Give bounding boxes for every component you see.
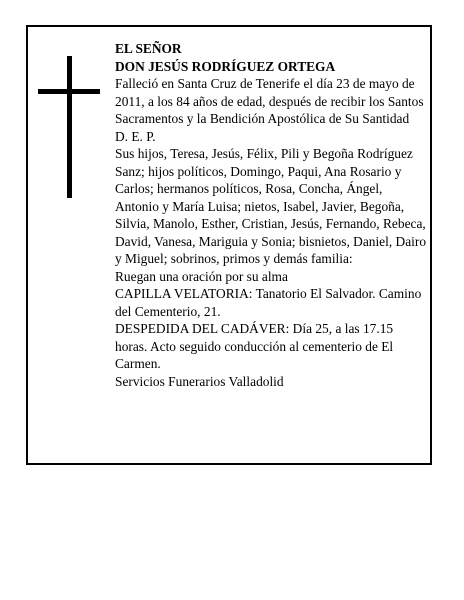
- family-paragraph: Sus hijos, Teresa, Jesús, Félix, Pili y Begoña Rodríguez Sanz; hijos políticos, Domingo, Paqui, Ana Rosario y Carlos; hermanos políticos, Rosa, Concha, Ángel, Antonio y María Luisa; nietos, Isabel, Javier, Begoña, Silvia, Manolo, Esther, Cristian, Jesús, Fernando, Rebeca, David, Vanesa, Mariguia y Sonia; bisnietos, Daniel, Dairo y Miguel; sobrinos, primos y demás familia:: [115, 146, 427, 266]
- cross-vertical-bar: [67, 56, 72, 198]
- cross-icon: [38, 56, 100, 198]
- rip-line: D. E. P.: [115, 128, 156, 144]
- obituary-text: [115, 40, 427, 390]
- title-line-2: DON JESÚS RODRÍGUEZ ORTEGA: [115, 58, 336, 74]
- title-line-1: EL SEÑOR: [115, 41, 182, 56]
- funeral-services: Servicios Funerarios Valladolid: [115, 373, 284, 389]
- cross-horizontal-bar: [38, 89, 100, 94]
- wake-chapel-info: CAPILLA VELATORIA: Tanatorio El Salvador. Camino del Cementerio, 21.: [115, 286, 422, 319]
- prayer-request: Ruegan una oración por su alma: [115, 268, 288, 284]
- obituary-notice-frame: [26, 25, 432, 465]
- death-paragraph: Falleció en Santa Cruz de Tenerife el día 23 de mayo de 2011, a los 84 años de edad, después de recibir los Santos Sacramentos y la Bendición Apostólica de Su Santidad: [115, 76, 424, 126]
- funeral-departure-info: DESPEDIDA DEL CADÁVER: Día 25, a las 17.15 horas. Acto seguido conducción al cementerio de El Carmen.: [115, 321, 394, 371]
